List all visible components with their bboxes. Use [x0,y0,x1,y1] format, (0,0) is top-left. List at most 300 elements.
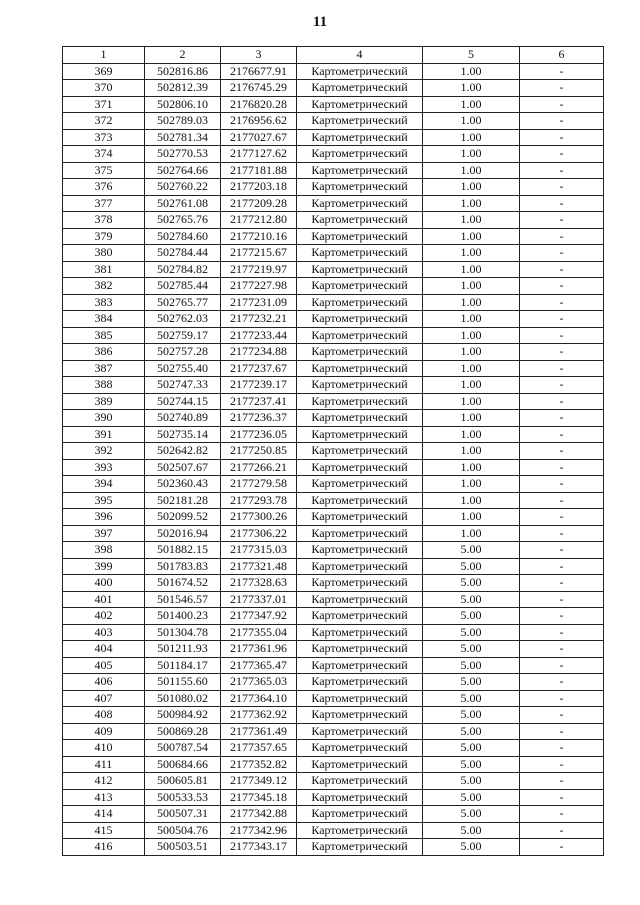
table-row [63,393,604,410]
x-coordinate-cell: 500787.54 [145,740,221,757]
accuracy-cell: 5.00 [423,624,520,641]
x-coordinate-cell: 502784.82 [145,261,221,278]
accuracy-cell: 1.00 [423,80,520,97]
x-coordinate-cell: 502784.60 [145,228,221,245]
y-coordinate-cell: 2177203.18 [221,179,297,196]
point-number-cell: 404 [63,641,145,658]
y-coordinate-cell: 2176820.28 [221,96,297,113]
method-cell: Картометрический [297,459,423,476]
method-cell: Картометрический [297,344,423,361]
note-cell: - [520,212,604,229]
y-coordinate-cell: 2176956.62 [221,113,297,130]
note-cell: - [520,674,604,691]
coordinates-table [62,46,604,856]
x-coordinate-cell: 502765.77 [145,294,221,311]
x-coordinate-cell: 502762.03 [145,311,221,328]
y-coordinate-cell: 2177239.17 [221,377,297,394]
y-coordinate-cell: 2177231.09 [221,294,297,311]
point-number-cell: 370 [63,80,145,97]
y-coordinate-cell: 2177236.05 [221,426,297,443]
y-coordinate-cell: 2177237.67 [221,360,297,377]
note-cell: - [520,690,604,707]
accuracy-cell: 5.00 [423,558,520,575]
x-coordinate-cell: 502099.52 [145,509,221,526]
method-cell: Картометрический [297,558,423,575]
table-row [63,723,604,740]
note-cell: - [520,113,604,130]
table-row [63,179,604,196]
point-number-cell: 412 [63,773,145,790]
point-number-cell: 377 [63,195,145,212]
method-cell: Картометрический [297,63,423,80]
column-header-5: 5 [423,47,520,64]
method-cell: Картометрический [297,591,423,608]
accuracy-cell: 1.00 [423,146,520,163]
method-cell: Картометрический [297,756,423,773]
method-cell: Картометрический [297,377,423,394]
point-number-cell: 378 [63,212,145,229]
table-row [63,212,604,229]
table-row [63,344,604,361]
method-cell: Картометрический [297,492,423,509]
accuracy-cell: 5.00 [423,806,520,823]
point-number-cell: 392 [63,443,145,460]
note-cell: - [520,311,604,328]
y-coordinate-cell: 2177212.80 [221,212,297,229]
point-number-cell: 400 [63,575,145,592]
note-cell: - [520,657,604,674]
note-cell: - [520,80,604,97]
table-row [63,195,604,212]
method-cell: Картометрический [297,80,423,97]
y-coordinate-cell: 2177210.16 [221,228,297,245]
point-number-cell: 409 [63,723,145,740]
x-coordinate-cell: 500533.53 [145,789,221,806]
y-coordinate-cell: 2177306.22 [221,525,297,542]
accuracy-cell: 1.00 [423,410,520,427]
note-cell: - [520,245,604,262]
note-cell: - [520,195,604,212]
accuracy-cell: 1.00 [423,459,520,476]
method-cell: Картометрический [297,393,423,410]
y-coordinate-cell: 2177349.12 [221,773,297,790]
table-row [63,360,604,377]
y-coordinate-cell: 2177233.44 [221,327,297,344]
accuracy-cell: 1.00 [423,311,520,328]
x-coordinate-cell: 501882.15 [145,542,221,559]
column-header-6: 6 [520,47,604,64]
accuracy-cell: 1.00 [423,492,520,509]
note-cell: - [520,129,604,146]
table-row [63,377,604,394]
x-coordinate-cell: 500605.81 [145,773,221,790]
method-cell: Картометрический [297,773,423,790]
point-number-cell: 395 [63,492,145,509]
accuracy-cell: 5.00 [423,723,520,740]
note-cell: - [520,360,604,377]
table-row [63,558,604,575]
table-row [63,113,604,130]
accuracy-cell: 1.00 [423,344,520,361]
note-cell: - [520,624,604,641]
x-coordinate-cell: 502744.15 [145,393,221,410]
method-cell: Картометрический [297,740,423,757]
note-cell: - [520,575,604,592]
point-number-cell: 415 [63,822,145,839]
accuracy-cell: 1.00 [423,195,520,212]
accuracy-cell: 1.00 [423,443,520,460]
accuracy-cell: 5.00 [423,707,520,724]
accuracy-cell: 5.00 [423,789,520,806]
point-number-cell: 401 [63,591,145,608]
method-cell: Картометрический [297,311,423,328]
page-number: 11 [312,14,328,30]
y-coordinate-cell: 2177361.49 [221,723,297,740]
point-number-cell: 408 [63,707,145,724]
method-cell: Картометрический [297,723,423,740]
accuracy-cell: 5.00 [423,608,520,625]
point-number-cell: 374 [63,146,145,163]
x-coordinate-cell: 502760.22 [145,179,221,196]
point-number-cell: 386 [63,344,145,361]
table-row [63,492,604,509]
method-cell: Картометрический [297,261,423,278]
y-coordinate-cell: 2177027.67 [221,129,297,146]
x-coordinate-cell: 502016.94 [145,525,221,542]
x-coordinate-cell: 501304.78 [145,624,221,641]
x-coordinate-cell: 501400.23 [145,608,221,625]
column-header-1: 1 [63,47,145,64]
x-coordinate-cell: 500984.92 [145,707,221,724]
x-coordinate-cell: 502761.08 [145,195,221,212]
method-cell: Картометрический [297,641,423,658]
x-coordinate-cell: 502816.86 [145,63,221,80]
note-cell: - [520,294,604,311]
note-cell: - [520,393,604,410]
accuracy-cell: 1.00 [423,63,520,80]
method-cell: Картометрический [297,690,423,707]
accuracy-cell: 1.00 [423,360,520,377]
y-coordinate-cell: 2177347.92 [221,608,297,625]
x-coordinate-cell: 502764.66 [145,162,221,179]
note-cell: - [520,476,604,493]
note-cell: - [520,756,604,773]
note-cell: - [520,261,604,278]
table-row [63,459,604,476]
point-number-cell: 397 [63,525,145,542]
table-row [63,690,604,707]
accuracy-cell: 5.00 [423,839,520,856]
y-coordinate-cell: 2177361.96 [221,641,297,658]
y-coordinate-cell: 2177342.88 [221,806,297,823]
table-row [63,839,604,856]
table-row [63,63,604,80]
method-cell: Картометрический [297,575,423,592]
method-cell: Картометрический [297,195,423,212]
accuracy-cell: 1.00 [423,278,520,295]
method-cell: Картометрический [297,96,423,113]
method-cell: Картометрический [297,245,423,262]
y-coordinate-cell: 2177279.58 [221,476,297,493]
method-cell: Картометрический [297,789,423,806]
point-number-cell: 399 [63,558,145,575]
y-coordinate-cell: 2176745.29 [221,80,297,97]
accuracy-cell: 5.00 [423,822,520,839]
accuracy-cell: 1.00 [423,245,520,262]
table-row [63,410,604,427]
x-coordinate-cell: 502812.39 [145,80,221,97]
x-coordinate-cell: 502757.28 [145,344,221,361]
y-coordinate-cell: 2177345.18 [221,789,297,806]
point-number-cell: 381 [63,261,145,278]
point-number-cell: 385 [63,327,145,344]
method-cell: Картометрический [297,822,423,839]
x-coordinate-cell: 500684.66 [145,756,221,773]
accuracy-cell: 1.00 [423,162,520,179]
x-coordinate-cell: 502642.82 [145,443,221,460]
method-cell: Картометрический [297,624,423,641]
accuracy-cell: 1.00 [423,96,520,113]
x-coordinate-cell: 502759.17 [145,327,221,344]
note-cell: - [520,789,604,806]
table-row [63,162,604,179]
note-cell: - [520,558,604,575]
x-coordinate-cell: 502735.14 [145,426,221,443]
note-cell: - [520,96,604,113]
note-cell: - [520,327,604,344]
note-cell: - [520,410,604,427]
method-cell: Картометрический [297,426,423,443]
point-number-cell: 384 [63,311,145,328]
note-cell: - [520,63,604,80]
note-cell: - [520,459,604,476]
point-number-cell: 394 [63,476,145,493]
accuracy-cell: 5.00 [423,756,520,773]
table-row [63,311,604,328]
note-cell: - [520,707,604,724]
method-cell: Картометрический [297,146,423,163]
method-cell: Картометрический [297,657,423,674]
y-coordinate-cell: 2177219.97 [221,261,297,278]
point-number-cell: 413 [63,789,145,806]
accuracy-cell: 5.00 [423,542,520,559]
point-number-cell: 390 [63,410,145,427]
table-row [63,575,604,592]
point-number-cell: 411 [63,756,145,773]
method-cell: Картометрический [297,509,423,526]
note-cell: - [520,509,604,526]
y-coordinate-cell: 2177328.63 [221,575,297,592]
table-row [63,822,604,839]
x-coordinate-cell: 501783.83 [145,558,221,575]
x-coordinate-cell: 501080.02 [145,690,221,707]
accuracy-cell: 1.00 [423,377,520,394]
method-cell: Картометрический [297,228,423,245]
x-coordinate-cell: 502181.28 [145,492,221,509]
point-number-cell: 396 [63,509,145,526]
y-coordinate-cell: 2177127.62 [221,146,297,163]
y-coordinate-cell: 2177250.85 [221,443,297,460]
accuracy-cell: 1.00 [423,294,520,311]
x-coordinate-cell: 500507.31 [145,806,221,823]
point-number-cell: 414 [63,806,145,823]
x-coordinate-cell: 502781.34 [145,129,221,146]
y-coordinate-cell: 2177364.10 [221,690,297,707]
point-number-cell: 402 [63,608,145,625]
method-cell: Картометрический [297,674,423,691]
point-number-cell: 405 [63,657,145,674]
accuracy-cell: 5.00 [423,591,520,608]
y-coordinate-cell: 2177355.04 [221,624,297,641]
x-coordinate-cell: 502770.53 [145,146,221,163]
method-cell: Картометрический [297,410,423,427]
y-coordinate-cell: 2177266.21 [221,459,297,476]
note-cell: - [520,806,604,823]
note-cell: - [520,525,604,542]
header-row [63,47,604,64]
method-cell: Картометрический [297,212,423,229]
y-coordinate-cell: 2176677.91 [221,63,297,80]
table-row [63,773,604,790]
point-number-cell: 391 [63,426,145,443]
note-cell: - [520,179,604,196]
method-cell: Картометрический [297,162,423,179]
point-number-cell: 407 [63,690,145,707]
note-cell: - [520,740,604,757]
table-row [63,327,604,344]
note-cell: - [520,344,604,361]
y-coordinate-cell: 2177215.67 [221,245,297,262]
column-header-3: 3 [221,47,297,64]
y-coordinate-cell: 2177237.41 [221,393,297,410]
y-coordinate-cell: 2177293.78 [221,492,297,509]
point-number-cell: 406 [63,674,145,691]
table-row [63,129,604,146]
table-row [63,806,604,823]
note-cell: - [520,608,604,625]
y-coordinate-cell: 2177181.88 [221,162,297,179]
method-cell: Картометрический [297,327,423,344]
table-row [63,525,604,542]
point-number-cell: 382 [63,278,145,295]
point-number-cell: 379 [63,228,145,245]
method-cell: Картометрический [297,360,423,377]
note-cell: - [520,542,604,559]
note-cell: - [520,443,604,460]
point-number-cell: 383 [63,294,145,311]
y-coordinate-cell: 2177236.37 [221,410,297,427]
x-coordinate-cell: 502755.40 [145,360,221,377]
table-row [63,261,604,278]
point-number-cell: 375 [63,162,145,179]
point-number-cell: 398 [63,542,145,559]
method-cell: Картометрический [297,278,423,295]
x-coordinate-cell: 500504.76 [145,822,221,839]
point-number-cell: 416 [63,839,145,856]
table-row [63,657,604,674]
method-cell: Картометрический [297,608,423,625]
point-number-cell: 410 [63,740,145,757]
y-coordinate-cell: 2177343.17 [221,839,297,856]
table-row [63,294,604,311]
method-cell: Картометрический [297,806,423,823]
y-coordinate-cell: 2177337.01 [221,591,297,608]
table-row [63,740,604,757]
method-cell: Картометрический [297,542,423,559]
accuracy-cell: 1.00 [423,228,520,245]
y-coordinate-cell: 2177342.96 [221,822,297,839]
x-coordinate-cell: 502747.33 [145,377,221,394]
y-coordinate-cell: 2177365.03 [221,674,297,691]
method-cell: Картометрический [297,839,423,856]
table-row [63,542,604,559]
note-cell: - [520,822,604,839]
point-number-cell: 403 [63,624,145,641]
table-row [63,608,604,625]
accuracy-cell: 1.00 [423,179,520,196]
note-cell: - [520,162,604,179]
accuracy-cell: 1.00 [423,476,520,493]
y-coordinate-cell: 2177232.21 [221,311,297,328]
table-row [63,591,604,608]
x-coordinate-cell: 502740.89 [145,410,221,427]
table-row [63,756,604,773]
table-row [63,426,604,443]
table-row [63,96,604,113]
x-coordinate-cell: 501211.93 [145,641,221,658]
table-body [63,63,604,855]
method-cell: Картометрический [297,707,423,724]
method-cell: Картометрический [297,179,423,196]
note-cell: - [520,146,604,163]
y-coordinate-cell: 2177362.92 [221,707,297,724]
x-coordinate-cell: 502360.43 [145,476,221,493]
x-coordinate-cell: 502507.67 [145,459,221,476]
y-coordinate-cell: 2177352.82 [221,756,297,773]
accuracy-cell: 1.00 [423,129,520,146]
x-coordinate-cell: 501674.52 [145,575,221,592]
table-header [63,47,604,64]
x-coordinate-cell: 501184.17 [145,657,221,674]
note-cell: - [520,723,604,740]
table-row [63,707,604,724]
x-coordinate-cell: 502806.10 [145,96,221,113]
x-coordinate-cell: 502784.44 [145,245,221,262]
x-coordinate-cell: 502785.44 [145,278,221,295]
table-row [63,228,604,245]
table-row [63,443,604,460]
y-coordinate-cell: 2177357.65 [221,740,297,757]
note-cell: - [520,377,604,394]
point-number-cell: 371 [63,96,145,113]
table-row [63,509,604,526]
accuracy-cell: 1.00 [423,261,520,278]
y-coordinate-cell: 2177227.98 [221,278,297,295]
table-row [63,278,604,295]
column-header-2: 2 [145,47,221,64]
point-number-cell: 387 [63,360,145,377]
column-header-4: 4 [297,47,423,64]
table-row [63,80,604,97]
point-number-cell: 376 [63,179,145,196]
point-number-cell: 369 [63,63,145,80]
accuracy-cell: 5.00 [423,657,520,674]
x-coordinate-cell: 501155.60 [145,674,221,691]
note-cell: - [520,641,604,658]
y-coordinate-cell: 2177300.26 [221,509,297,526]
x-coordinate-cell: 500503.51 [145,839,221,856]
note-cell: - [520,492,604,509]
